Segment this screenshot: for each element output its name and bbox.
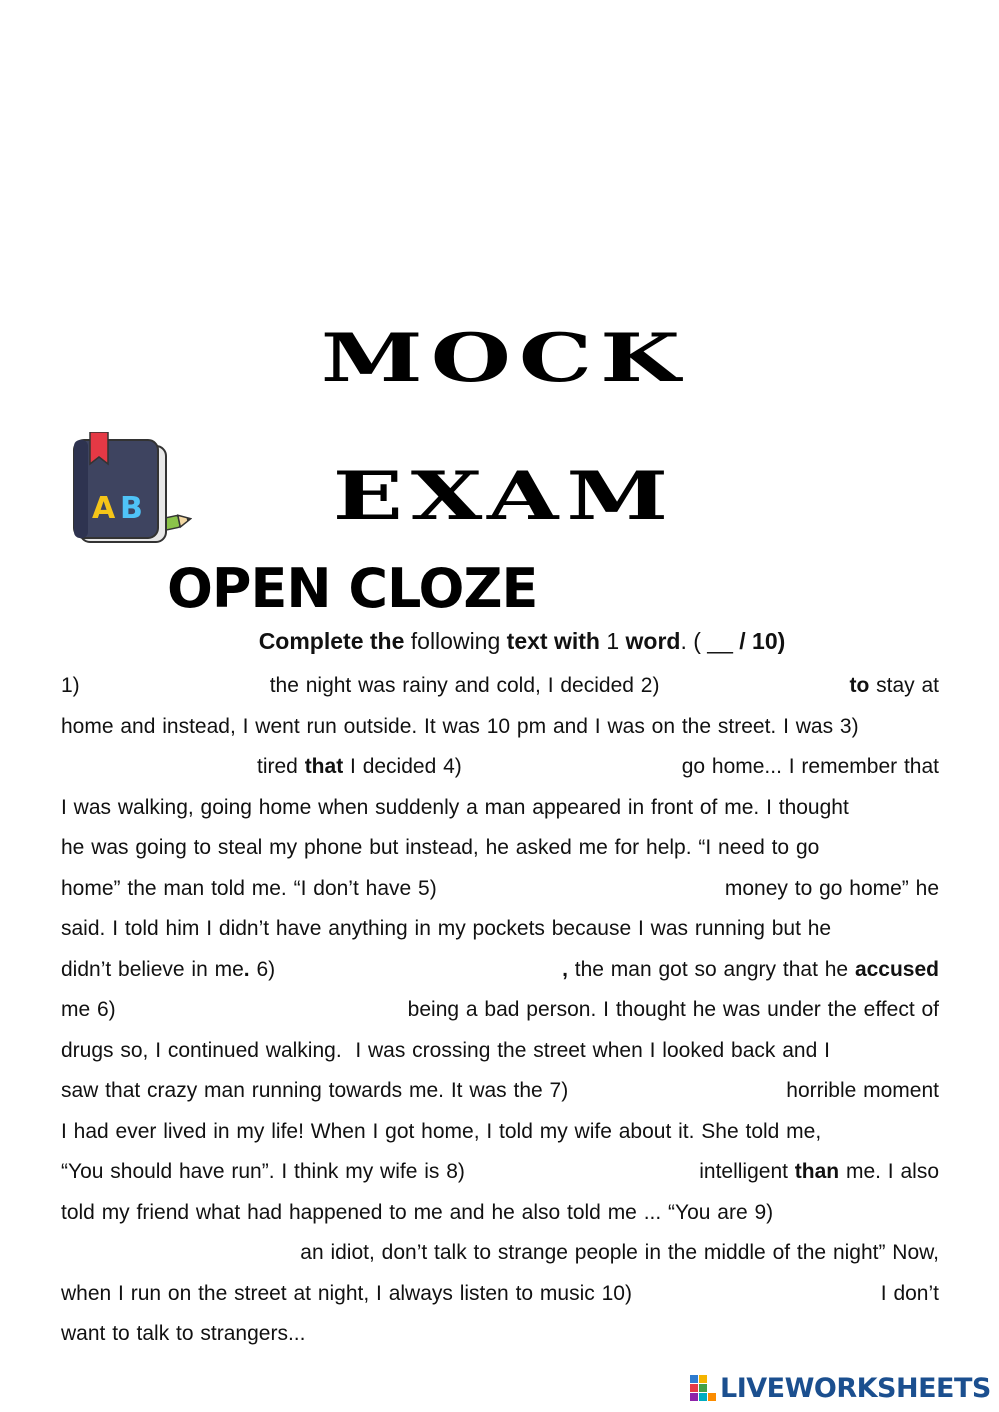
text-line: “You should have run”. I think my wife is 8) intelligent than me. I also	[61, 1160, 939, 1183]
title-mock: MOCK	[320, 319, 689, 397]
text-line: saw that crazy man running towards me. It was the 7) horrible moment	[61, 1079, 939, 1102]
text-line: when I run on the street at night, I always listen to music 10) I don’t	[61, 1281, 939, 1305]
text-line: home and instead, I went run outside. It was 10 pm and I was on the street. I was 3)	[61, 714, 859, 738]
text-line: he was going to steal my phone but instead, he asked me for help. “I need to go	[61, 836, 820, 859]
title-exam: EXAM	[332, 457, 677, 535]
text-line: drugs so, I continued walking. I was crossing the street when I looked back and I	[61, 1038, 830, 1062]
svg-text:B: B	[120, 491, 143, 526]
text-line: told my friend what had happened to me and he also told me ... “You are 9)	[61, 1200, 774, 1224]
logo-text: LIVEWORKSHEETS	[720, 1372, 991, 1404]
cloze-text	[61, 670, 939, 1359]
text-line: tired that I decided 4) go home... I remember that	[257, 755, 939, 778]
text-line: home” the man told me. “I don’t have 5) money to go home” he	[61, 876, 939, 900]
text-line: me 6) being a bad person. I thought he was under the effect of	[61, 998, 939, 1021]
text-line: want to talk to strangers...	[61, 1322, 306, 1345]
section-title: OPEN CLOZE	[167, 557, 538, 620]
text-line: didn’t believe in me. 6) , the man got so angry that he accused	[61, 957, 939, 981]
text-line: an idiot, don’t talk to strange people in the middle of the night” Now,	[300, 1241, 939, 1264]
text-line: 1) the night was rainy and cold, I decided 2) to stay at	[61, 670, 939, 711]
rich-seg: to stay at	[849, 674, 939, 697]
svg-text:A: A	[92, 491, 116, 526]
text-line: I had ever lived in my life! When I got home, I told my wife about it. She told me,	[61, 1119, 822, 1143]
liveworksheets-logo-icon	[690, 1375, 716, 1401]
text-line: I was walking, going home when suddenly a man appeared in front of me. I thought	[61, 795, 849, 819]
liveworksheets-logo	[690, 1371, 991, 1405]
text-line: said. I told him I didn’t have anything in my pockets because I was running but he	[61, 917, 832, 940]
instructions: Complete the following text with 1 word. ( __ / 10)	[258, 628, 786, 654]
alphabet-book-icon	[66, 432, 192, 548]
